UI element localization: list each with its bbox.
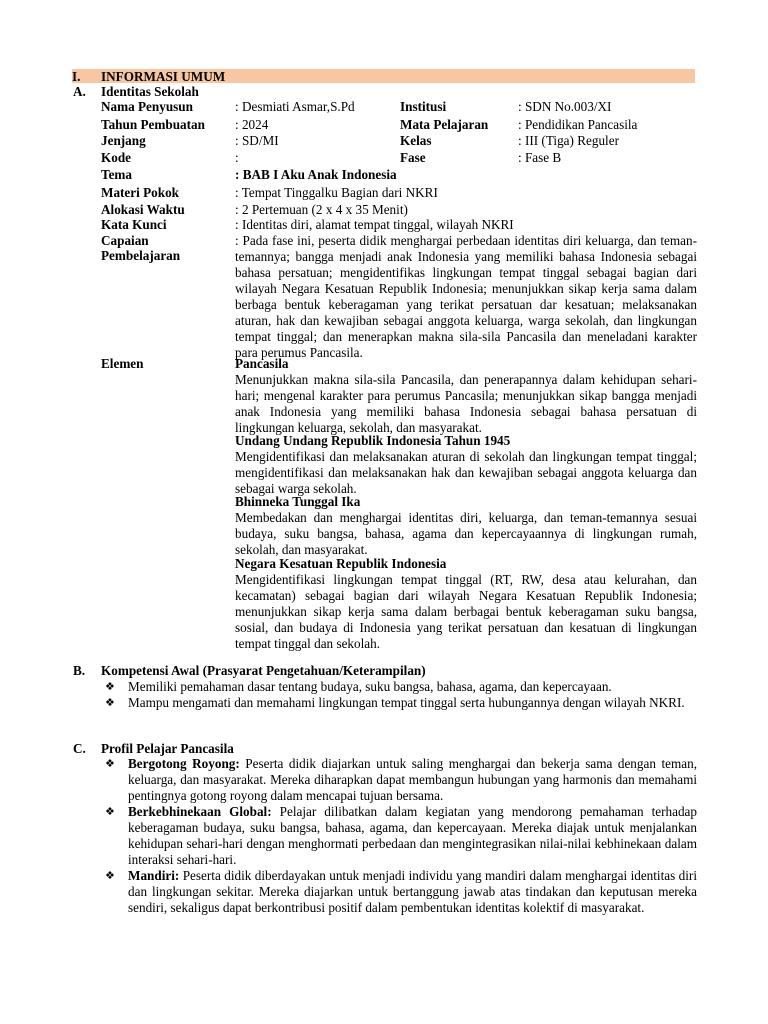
elemen-text-bhinneka: Membedakan dan menghargai identitas diri, keluarga, dan teman-temannya sesuai budaya, suku bangsa, bahasa, agama dan kepercayaannya di lingkungan rumah, sekolah, dan masyarakat. xyxy=(235,510,697,557)
elemen-title-pancasila: Pancasila xyxy=(235,356,289,371)
list-item xyxy=(101,756,697,804)
label-fase: Fase xyxy=(400,150,426,165)
label-materi-pokok: Materi Pokok xyxy=(101,185,180,200)
profil-term: Bergotong Royong: xyxy=(128,756,240,771)
kompetensi-awal-list xyxy=(101,679,697,711)
value-tahun-pembuatan: : 2024 xyxy=(235,117,269,132)
value-kelas: : III (Tiga) Reguler xyxy=(518,133,619,148)
label-alokasi-waktu: Alokasi Waktu xyxy=(101,202,185,217)
value-tema: : BAB I Aku Anak Indonesia xyxy=(235,167,397,182)
elemen-title-bhinneka: Bhinneka Tunggal Ika xyxy=(235,494,361,509)
profil-text: Pelajar dilibatkan dalam kegiatan yang mendorong pemahaman terhadap keberagaman budaya, suku bangsa, bahasa, agama, dan kepercayaan. Mereka diajak untuk menjalankan kehidupan sehari-hari dengan menghormati perbedaan dan mengintegrasikan nilai-nilai kebhinekaan dalam interaksi sehari-hari. xyxy=(128,804,697,867)
elemen-title-uud-1945: Undang Undang Republik Indonesia Tahun 1945 xyxy=(235,433,511,448)
subsection-letter-b: B. xyxy=(73,663,86,678)
elemen-title-nkri: Negara Kesatuan Republik Indonesia xyxy=(235,556,447,571)
section-header-informasi-umum xyxy=(72,69,695,83)
value-fase: : Fase B xyxy=(518,150,562,165)
value-kode: : xyxy=(235,150,239,165)
label-institusi: Institusi xyxy=(400,99,447,114)
label-elemen: Elemen xyxy=(101,356,144,371)
diamond-bullet-icon: ❖ xyxy=(105,869,115,882)
subsection-title-identitas: Identitas Sekolah xyxy=(101,84,199,99)
label-kelas: Kelas xyxy=(400,133,432,148)
profil-term: Berkebhinekaan Global: xyxy=(128,804,272,819)
diamond-bullet-icon: ❖ xyxy=(105,805,115,818)
label-mata-pelajaran: Mata Pelajaran xyxy=(400,117,489,132)
label-tahun-pembuatan: Tahun Pembuatan xyxy=(101,117,205,132)
label-jenjang: Jenjang xyxy=(101,133,146,148)
subsection-title-kompetensi-awal: Kompetensi Awal (Prasyarat Pengetahuan/Keterampilan) xyxy=(101,663,426,678)
profil-term: Mandiri: xyxy=(128,868,180,883)
list-item xyxy=(101,868,697,916)
diamond-bullet-icon: ❖ xyxy=(105,696,115,709)
subsection-letter-a: A. xyxy=(73,84,86,99)
profil-text: Peserta didik diberdayakan untuk menjadi individu yang mandiri dalam menghargai identitas diri dan lingkungan sekitar. Mereka diajarkan untuk bertanggung jawab atas tindakan dan keputusan mereka sendiri, sekaligus dapat berkontribusi positif dalam pembentukan identitas kolektif di masyarakat. xyxy=(128,868,697,915)
elemen-text-uud-1945: Mengidentifikasi dan melaksanakan aturan di sekolah dan lingkungan tempat tinggal; mengidentifikasi dan melaksanakan hak dan kewajiban sebagai anggota keluarga dan sebagai warga sekolah. xyxy=(235,449,697,496)
value-kata-kunci: : Identitas diri, alamat tempat tinggal, wilayah NKRI xyxy=(235,217,514,232)
label-kode: Kode xyxy=(101,150,132,165)
list-item: ❖ Memiliki pemahaman dasar tentang budaya, suku bangsa, bahasa, agama, dan kepercayaan. xyxy=(105,679,612,694)
list-item: ❖ Mampu mengamati dan memahami lingkungan tempat tinggal serta hubungannya dengan wilayah NKRI. xyxy=(105,695,685,710)
profil-pelajar-list xyxy=(101,756,697,916)
label-nama-penyusun: Nama Penyusun xyxy=(101,99,193,114)
subsection-title-profil-pelajar: Profil Pelajar Pancasila xyxy=(101,741,234,756)
label-capaian-line2: Pembelajaran xyxy=(101,248,181,263)
diamond-bullet-icon: ❖ xyxy=(105,680,115,693)
value-mata-pelajaran: : Pendidikan Pancasila xyxy=(518,117,638,132)
profil-text: Peserta didik diajarkan untuk saling menghargai dan bekerja sama dengan teman, keluarga, dan masyarakat. Mereka diharapkan dapat membangun hubungan yang harmonis dan memahami pentingnya gotong royong dalam mencapai tujuan bersama. xyxy=(128,756,697,803)
label-capaian-line1: Capaian xyxy=(101,233,149,248)
value-institusi: : SDN No.003/XI xyxy=(518,99,612,114)
value-nama-penyusun: : Desmiati Asmar,S.Pd xyxy=(235,99,355,114)
diamond-bullet-icon: ❖ xyxy=(105,757,115,770)
list-item xyxy=(101,804,697,868)
section-title: INFORMASI UMUM xyxy=(101,69,226,84)
value-jenjang: : SD/MI xyxy=(235,133,279,148)
section-number: I. xyxy=(72,69,81,84)
value-alokasi-waktu: : 2 Pertemuan (2 x 4 x 35 Menit) xyxy=(235,202,408,217)
label-kata-kunci: Kata Kunci xyxy=(101,217,167,232)
label-tema: Tema xyxy=(101,167,133,182)
elemen-text-nkri: Mengidentifikasi lingkungan tempat tinggal (RT, RW, desa atau kelurahan, dan kecamatan) sebagai bagian dari wilayah Negara Kesatuan Republik Indonesia; menunjukkan sikap kerja sama dalam berbagai bentuk keberagaman suku bangsa, sosial, dan budaya di Indonesia yang terikat persatuan dan kesatuan di lingkungan tempat tinggal dan sekolah. xyxy=(235,572,697,651)
subsection-letter-c: C. xyxy=(73,741,86,756)
value-materi-pokok: : Tempat Tinggalku Bagian dari NKRI xyxy=(235,185,438,200)
capaian-pembelajaran-text: : Pada fase ini, peserta didik menghargai perbedaan identitas diri keluarga, dan teman-temannya; bangga menjadi anak Indonesia yang memiliki bahasa Indonesia sebagai bahasa persatuan; mengidentifikas lingkungan tempat tinggal sebagai bagian dari wilayah Negara Kesatuan Republik Indonesia; menunjukkan sikap kerja sama dalam berbaga bentuk keberagaman yang terikat persatuan dar kesatuan; melaksanakan aturan, hak dan kewajiban sebagai anggota keluarga, warga sekolah, dan lingkungan tempat tinggal; dan menerapkan makna sila-sila Pancasila dan meneladani karakter para perumus Pancasila. xyxy=(235,233,697,360)
elemen-text-pancasila: Menunjukkan makna sila-sila Pancasila, dan penerapannya dalam kehidupan sehari-hari; mengenal karakter para perumus Pancasila; menunjukkan sikap bangga menjadi anak Indonesia yang memiliki bahasa Indonesia sebagai bahasa persatuan di lingkungan keluarga, sekolah, dan masyarakat. xyxy=(235,372,697,435)
